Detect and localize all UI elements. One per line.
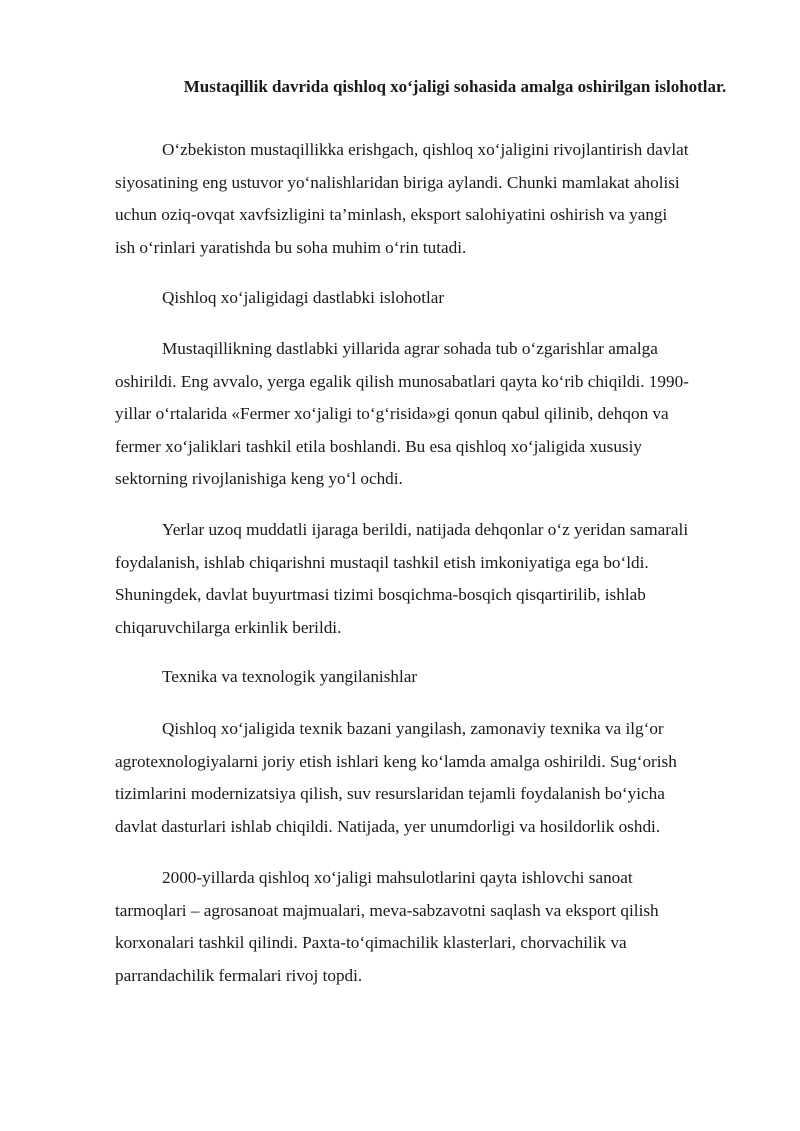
section-heading: Qishloq xo‘jaligidagi dastlabki islohotlar bbox=[162, 288, 445, 307]
paragraph-line: tarmoqlari – agrosanoat majmualari, meva-sabzavotni saqlash va eksport qilish bbox=[115, 900, 659, 920]
paragraph-line: siyosatining eng ustuvor yo‘nalishlaridan biriga aylandi. Chunki mamlakat aholisi bbox=[115, 172, 680, 192]
paragraph bbox=[115, 713, 755, 843]
paragraph-line: parrandachilik fermalari rivoj topdi. bbox=[115, 965, 363, 985]
paragraph-line: O‘zbekiston mustaqillikka erishgach, qishloq xo‘jaligini rivojlantirish davlat bbox=[162, 140, 689, 159]
paragraph bbox=[115, 862, 755, 992]
paragraph-line: Mustaqillikning dastlabki yillarida agrar sohada tub o‘zgarishlar amalga bbox=[162, 339, 658, 358]
paragraph bbox=[115, 134, 755, 264]
paragraph-line: foydalanish, ishlab chiqarishni mustaqil tashkil etish imkoniyatiga ega bo‘ldi. bbox=[115, 552, 649, 572]
paragraph-line: Shuningdek, davlat buyurtmasi tizimi bosqichma-bosqich qisqartirilib, ishlab bbox=[115, 585, 646, 604]
paragraph-line: Qishloq xo‘jaligida texnik bazani yangilash, zamonaviy texnika va ilg‘or bbox=[162, 719, 664, 738]
paragraph-line: 2000-yillarda qishloq xo‘jaligi mahsulotlarini qayta ishlovchi sanoat bbox=[162, 868, 633, 887]
document-title: Mustaqillik davrida qishloq xo‘jaligi sohasida amalga oshirilgan islohotlar. bbox=[183, 77, 727, 96]
paragraph-line: yillar o‘rtalarida «Fermer xo‘jaligi to‘g‘risida»gi qonun qabul qilinib, dehqon va bbox=[115, 404, 669, 423]
section-heading: Texnika va texnologik yangilanishlar bbox=[162, 667, 418, 686]
paragraph-line: davlat dasturlari ishlab chiqildi. Natijada, yer unumdorligi va hosildorlik oshdi. bbox=[115, 816, 661, 836]
paragraph-line: fermer xo‘jaliklari tashkil etila boshlandi. Bu esa qishloq xo‘jaligida xususiy bbox=[115, 436, 642, 456]
paragraph-line: agrotexnologiyalarni joriy etish ishlari keng ko‘lamda amalga oshirildi. Sug‘orish bbox=[115, 751, 677, 771]
paragraph-line: ish o‘rinlari yaratishda bu soha muhim o‘rin tutadi. bbox=[115, 237, 467, 257]
paragraph-line: korxonalari tashkil qilindi. Paxta-to‘qimachilik klasterlari, chorvachilik va bbox=[115, 933, 627, 952]
paragraph bbox=[115, 333, 755, 496]
paragraph-line: uchun oziq-ovqat xavfsizligini ta’minlash, eksport salohiyatini oshirish va yangi bbox=[115, 205, 668, 224]
paragraph bbox=[115, 514, 755, 644]
paragraph-line: sektorning rivojlanishiga keng yo‘l ochdi. bbox=[115, 469, 403, 488]
paragraph-line: Yerlar uzoq muddatli ijaraga berildi, natijada dehqonlar o‘z yeridan samarali bbox=[162, 520, 689, 539]
paragraph-line: oshirildi. Eng avvalo, yerga egalik qilish munosabatlari qayta ko‘rib chiqildi. 1990- bbox=[115, 371, 689, 391]
paragraph-line: tizimlarini modernizatsiya qilish, suv resurslaridan tejamli foydalanish bo‘yicha bbox=[115, 784, 665, 803]
paragraph-line: chiqaruvchilarga erkinlik berildi. bbox=[115, 617, 342, 637]
